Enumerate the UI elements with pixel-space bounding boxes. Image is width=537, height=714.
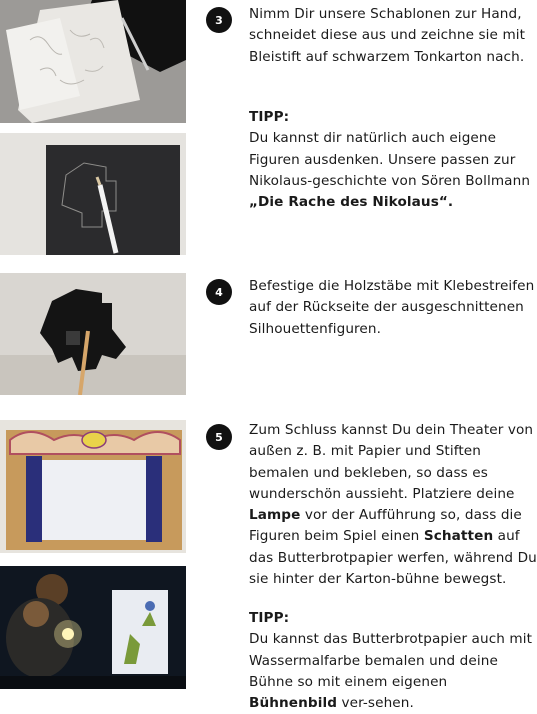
tip-1-paragraph (249, 128, 537, 213)
step-4-paragraph: Befestige die Holzstäbe mit Klebestreifen auf der Rückseite der ausgeschnittenen Silhouettenfiguren. (249, 278, 535, 337)
step-5-text-3: auf das Butterbrotpapier werfen, während Du sie hinter der Karton-bühne bewegst. (249, 528, 537, 588)
tip-2-paragraph (249, 629, 537, 714)
step-3-paragraph: Nimm Dir unsere Schablonen zur Hand, schneidet diese aus und zeichne sie mit Bleistift auf schwarzem Tonkarton nach. (249, 6, 526, 65)
tip-1-text: Du kannst dir natürlich auch eigene Figuren ausdenken. Unsere passen zur Nikolaus-geschichte von Sören Bollmann (249, 130, 531, 189)
step-5-text (249, 420, 537, 590)
step-5-paragraph (249, 420, 537, 590)
step-badge-4: 4 (206, 279, 232, 305)
step-5-text-1: Zum Schluss kannst Du dein Theater von außen z. B. mit Papier und Stiften bemalen und bekleben, so dass es wunderschön aussieht. Platziere deine (249, 422, 534, 502)
step-3-text (249, 4, 537, 68)
tip-2 (249, 608, 537, 714)
tip-1-book-title: „Die Rache des Nikolaus“. (249, 194, 454, 211)
photo-performance (0, 566, 186, 689)
tip-2-heading: TIPP: (249, 610, 290, 626)
step-badge-5: 5 (206, 424, 232, 450)
tip-2-text-1: Du kannst das Butterbrotpapier auch mit Wassermalfarbe bemalen und deine Bühne so mit einem eigenen (249, 631, 533, 690)
tip-1-heading: TIPP: (249, 109, 290, 125)
step-badge-3: 3 (206, 7, 232, 33)
photo-silhouette (0, 273, 186, 395)
step-5-bold-schatten: Schatten (423, 528, 494, 545)
photo-templates (0, 0, 186, 123)
tip-2-text-2: ver-sehen. (337, 695, 414, 712)
photo-tracing (0, 133, 186, 255)
step-5-bold-lampe: Lampe (249, 507, 301, 524)
step-5-text-2: vor der Aufführung so, dass die Figuren beim Spiel einen (249, 507, 522, 545)
tip-1 (249, 107, 537, 213)
tip-2-bold-buehnenbild: Bühnenbild (249, 695, 338, 712)
step-4-text (249, 276, 537, 340)
photo-theater (0, 420, 186, 553)
